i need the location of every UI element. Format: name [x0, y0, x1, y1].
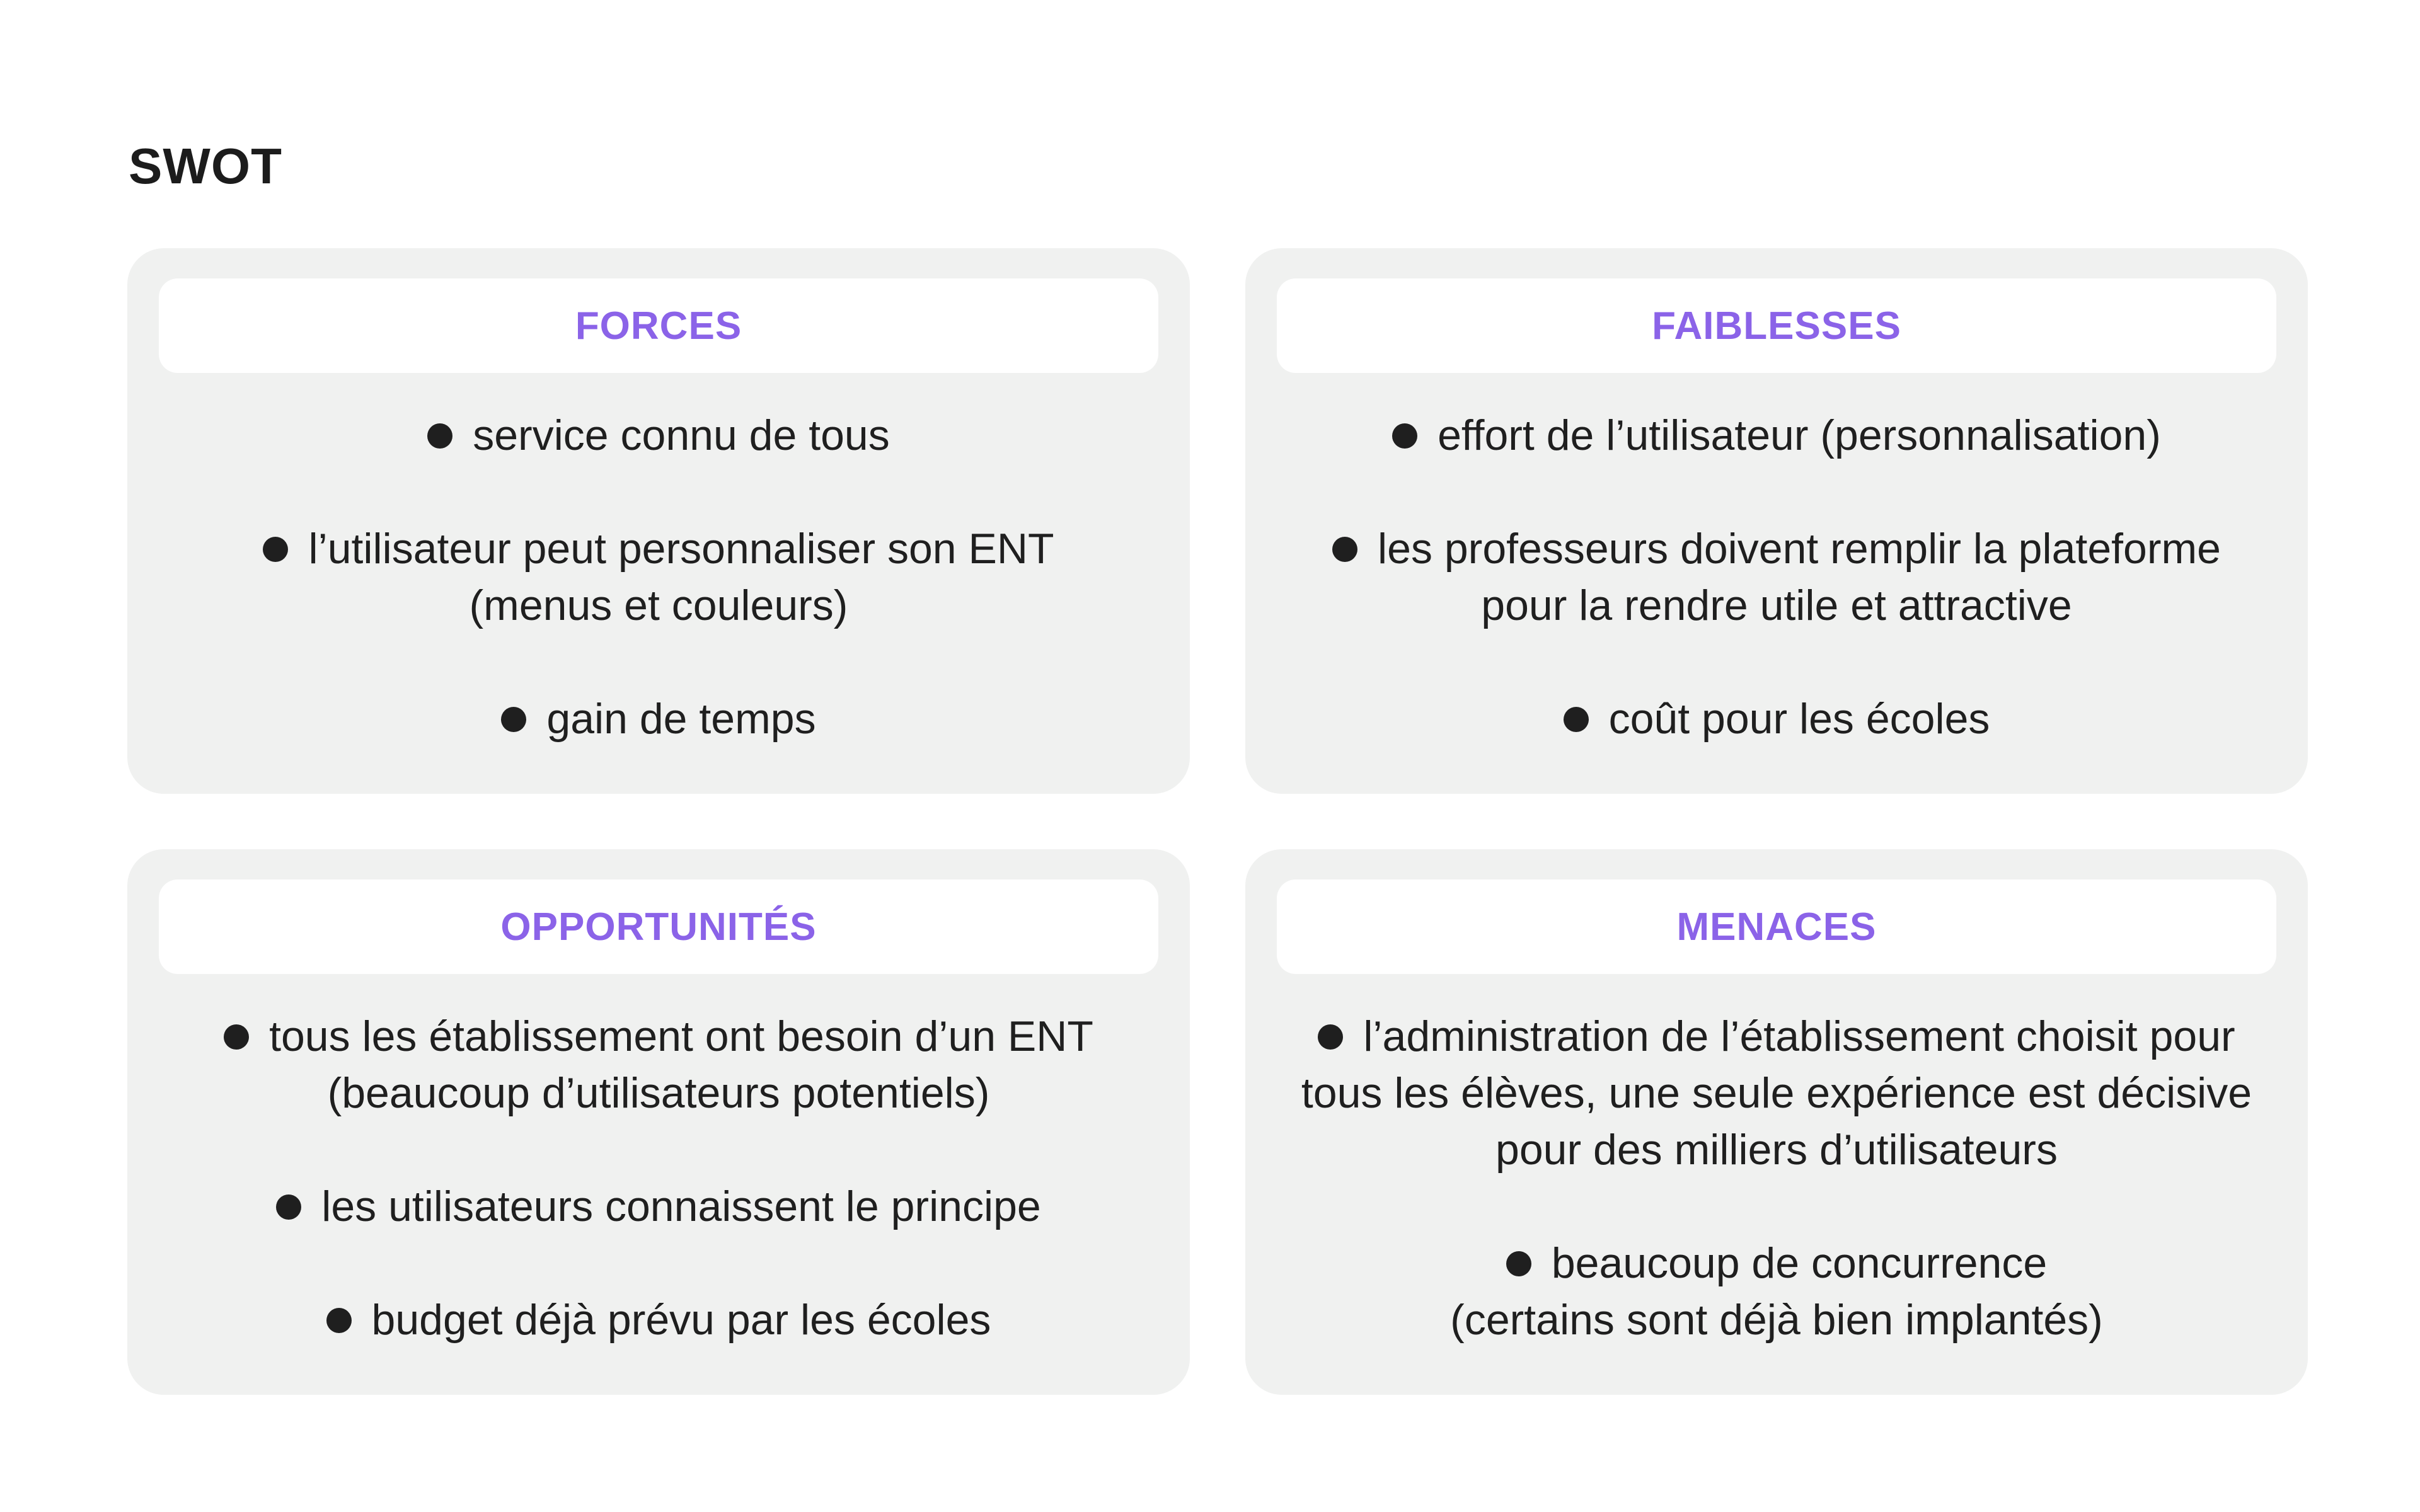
card-header — [1277, 278, 2276, 373]
card-title: OPPORTUNITÉS — [500, 905, 817, 949]
swot-card-forces — [127, 248, 1190, 794]
list-item-text: gain de temps — [546, 695, 816, 743]
bullet-icon — [427, 423, 452, 449]
list-item-text: budget déjà prévu par les écoles — [371, 1296, 991, 1344]
list-item — [1270, 1235, 2283, 1348]
bullet-icon — [224, 1024, 249, 1050]
list-item — [153, 1008, 1165, 1121]
list-item-text: tous les établissement ont besoin d’un ENT (beaucoup d’utilisateurs potentiels) — [269, 1012, 1093, 1117]
swot-card-menaces — [1245, 849, 2308, 1395]
card-title: FAIBLESSES — [1652, 304, 1901, 348]
list-item — [1270, 690, 2283, 747]
bullet-icon — [501, 707, 526, 732]
list-item-text: service connu de tous — [473, 411, 890, 459]
list-item-text: les utilisateurs connaissent le principe — [321, 1183, 1041, 1230]
bullet-icon — [276, 1194, 301, 1220]
page-title: SWOT — [129, 138, 282, 194]
card-item-list — [1270, 407, 2283, 747]
bullet-icon — [1392, 423, 1417, 449]
list-item — [153, 1292, 1165, 1348]
bullet-icon — [263, 537, 288, 562]
card-header — [1277, 879, 2276, 974]
card-header — [159, 278, 1158, 373]
list-item-text: l’utilisateur peut personnaliser son ENT (menus et couleurs) — [308, 525, 1054, 629]
card-title: FORCES — [575, 304, 742, 348]
swot-card-opportunites — [127, 849, 1190, 1395]
bullet-icon — [326, 1308, 352, 1333]
list-item — [153, 407, 1165, 464]
card-header — [159, 879, 1158, 974]
card-title: MENACES — [1676, 905, 1877, 949]
list-item-text: l’administration de l’établissement choisit pour tous les élèves, une seule expérience est décisive pour des milliers d’utilisateurs — [1301, 1012, 2252, 1174]
card-item-list — [153, 407, 1165, 747]
list-item-text: effort de l’utilisateur (personnalisation) — [1438, 411, 2161, 459]
bullet-icon — [1564, 707, 1589, 732]
card-item-list — [153, 1008, 1165, 1348]
bullet-icon — [1318, 1024, 1343, 1050]
bullet-icon — [1332, 537, 1357, 562]
list-item-text: les professeurs doivent remplir la plateforme pour la rendre utile et attractive — [1378, 525, 2221, 629]
list-item — [153, 520, 1165, 634]
list-item — [1270, 520, 2283, 634]
list-item — [153, 1178, 1165, 1235]
card-item-list — [1270, 1008, 2283, 1348]
list-item — [153, 690, 1165, 747]
list-item — [1270, 407, 2283, 464]
bullet-icon — [1506, 1251, 1531, 1276]
list-item-text: beaucoup de concurrence (certains sont déjà bien implantés) — [1450, 1239, 2103, 1344]
list-item — [1270, 1008, 2283, 1178]
swot-card-faiblesses — [1245, 248, 2308, 794]
list-item-text: coût pour les écoles — [1608, 695, 1990, 743]
